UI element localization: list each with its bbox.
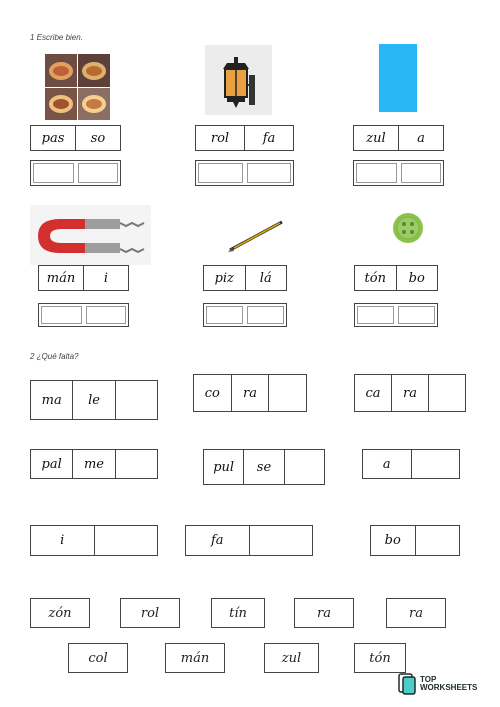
missing-slot[interactable]: [415, 526, 460, 555]
pencil-image: [226, 218, 286, 254]
syllable: tón: [364, 270, 386, 286]
answer-slot[interactable]: [206, 306, 243, 324]
missing-syllable-card: [370, 525, 460, 556]
answer-slot[interactable]: [86, 306, 127, 324]
syllable-card-azul: [353, 125, 444, 151]
answer-box-sopas[interactable]: [30, 160, 121, 186]
syllable: co: [204, 385, 220, 401]
syllable: pul: [213, 459, 235, 475]
missing-slot[interactable]: [428, 375, 465, 411]
syllable-card-boton: [354, 265, 438, 291]
syllable: le: [72, 381, 114, 419]
syllable: ra: [391, 375, 428, 411]
answer-slot[interactable]: [247, 306, 284, 324]
answer-slot[interactable]: [78, 163, 119, 183]
syllable: i: [83, 266, 128, 290]
answer-box-iman[interactable]: [38, 303, 129, 327]
section1-title: 1 Escribe bien.: [30, 33, 83, 42]
missing-syllable-card: [185, 525, 313, 556]
magnet-image: [30, 205, 151, 265]
syllable: fa: [244, 126, 293, 150]
syllable-tile[interactable]: tón: [354, 643, 406, 673]
syllable: me: [72, 450, 114, 478]
syllable-card-sopas: [30, 125, 121, 151]
syllable-tile[interactable]: mán: [165, 643, 225, 673]
topworksheets-logo: [398, 672, 492, 696]
syllable: bo: [396, 266, 438, 290]
answer-box-boton[interactable]: [354, 303, 438, 327]
syllable: pas: [41, 130, 65, 146]
syllable-tile[interactable]: ra: [294, 598, 354, 628]
answer-slot[interactable]: [198, 163, 243, 183]
syllable: bo: [384, 533, 401, 548]
syllable-card-lapiz: [203, 265, 287, 291]
missing-slot[interactable]: [284, 450, 324, 484]
syllable-tile[interactable]: zón: [30, 598, 90, 628]
syllable: mán: [46, 270, 76, 286]
answer-slot[interactable]: [41, 306, 82, 324]
missing-slot[interactable]: [115, 381, 157, 419]
syllable-card-farol: [195, 125, 294, 151]
syllable: ma: [41, 392, 62, 408]
syllable: piz: [214, 270, 234, 286]
syllable: zul: [366, 130, 386, 146]
missing-syllable-card: [362, 449, 460, 479]
syllable: ra: [231, 375, 269, 411]
answer-slot[interactable]: [356, 163, 397, 183]
answer-box-farol[interactable]: [195, 160, 294, 186]
missing-slot[interactable]: [411, 450, 460, 478]
syllable: fa: [210, 533, 224, 548]
lantern-image: [205, 45, 272, 115]
missing-syllable-card: [354, 374, 466, 412]
missing-syllable-card: [30, 525, 158, 556]
missing-syllable-card: [30, 380, 158, 420]
missing-slot[interactable]: [268, 375, 306, 411]
button-image: [392, 212, 424, 244]
missing-syllable-card: [203, 449, 325, 485]
answer-slot[interactable]: [398, 306, 435, 324]
syllable: a: [382, 456, 391, 472]
syllable: a: [398, 126, 443, 150]
missing-syllable-card: [30, 449, 158, 479]
missing-syllable-card: [193, 374, 307, 412]
syllable: i: [60, 533, 65, 548]
answer-slot[interactable]: [357, 306, 394, 324]
syllable-tile[interactable]: rol: [120, 598, 180, 628]
answer-box-lapiz[interactable]: [203, 303, 287, 327]
soups-image: [45, 54, 110, 120]
logo-line1: TOP: [420, 675, 437, 684]
syllable-tile[interactable]: ra: [386, 598, 446, 628]
syllable: pal: [41, 456, 62, 472]
logo-icon: [398, 673, 416, 695]
missing-slot[interactable]: [249, 526, 313, 555]
syllable: rol: [210, 130, 230, 146]
answer-box-azul[interactable]: [353, 160, 444, 186]
missing-slot[interactable]: [115, 450, 157, 478]
blue-color-image: [379, 44, 417, 112]
syllable-card-iman: [38, 265, 129, 291]
syllable: lá: [245, 266, 287, 290]
syllable-tile[interactable]: zul: [264, 643, 319, 673]
section2-title: 2 ¿Qué falta?: [30, 352, 79, 361]
syllable-tile[interactable]: tín: [211, 598, 265, 628]
syllable-tile[interactable]: col: [68, 643, 128, 673]
answer-slot[interactable]: [247, 163, 292, 183]
logo-line2: WORKSHEETS: [420, 683, 478, 692]
answer-slot[interactable]: [401, 163, 442, 183]
syllable: se: [243, 450, 283, 484]
missing-slot[interactable]: [94, 526, 158, 555]
syllable: ca: [365, 385, 381, 401]
answer-slot[interactable]: [33, 163, 74, 183]
syllable: so: [75, 126, 120, 150]
